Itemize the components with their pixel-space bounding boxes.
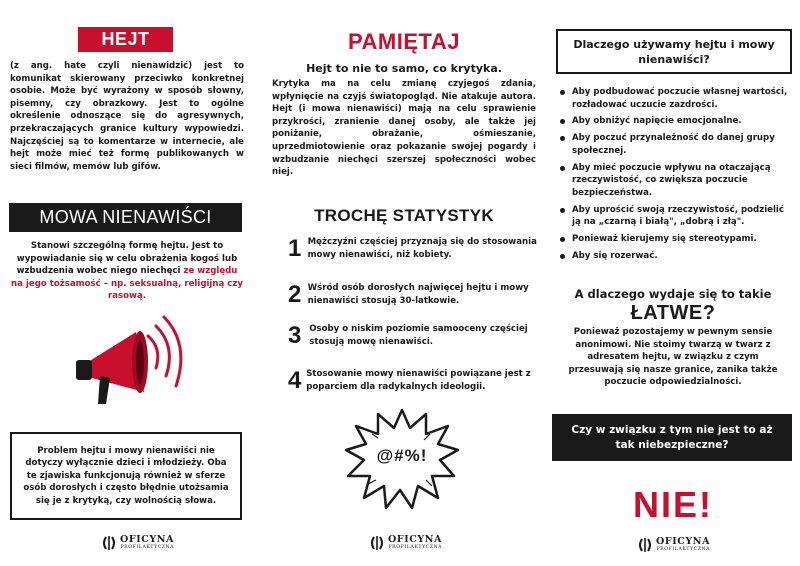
logo-line-1: OFICYNA	[388, 534, 443, 545]
problem-note-box	[10, 432, 242, 520]
logo-mark-icon	[637, 537, 653, 553]
stat-number: 1	[288, 235, 302, 262]
nie-answer: NIE!	[633, 484, 713, 525]
list-item: Aby uprościć swoją rzeczywistość, podzielić ją na „czarną i białą", „dobrą i złą".	[558, 204, 792, 229]
stat-item	[288, 322, 538, 350]
stat-text: Stosowanie mowy nienawiści powiązane jest z poparciem dla radykalnych ideologii.	[306, 369, 531, 392]
logo-line-2: PROFILAKTYCZNA	[388, 545, 443, 550]
hejt-definition: (z ang. hate czyli nienawidzić) jest to komunikat skierowany przeciwko konkretnej osobie. Może być wyrażony w sposób słowny, pisemny, czy obrazkowy. Jest to ogólne określenie odnoszące się do agresywnych, przekraczających granice kultury wypowiedzi. Najczęściej są to komentarze w internecie, ale hejt może mieć też formę publikowanych w sieci filmów, memów lub gifów.	[10, 61, 244, 172]
logo-line-1: OFICYNA	[120, 534, 175, 545]
mowa-definition-highlight: ze względu na jego tożsamość – np. seksualną, religijną czy rasową.	[11, 266, 243, 302]
hejt-heading: HEJT	[78, 27, 173, 52]
stat-text: Mężczyźni częściej przyznają się do stosowania mowy nienawiści, niż kobiety.	[307, 237, 537, 260]
panel-middle	[268, 0, 540, 566]
publisher-logo	[101, 535, 174, 551]
publisher-logo	[369, 535, 442, 551]
list-item: Aby mieć poczucie wpływu na otaczającą rzeczywistość, co zwiększa poczucie bezpieczeństwa.	[558, 162, 792, 200]
list-item: Aby się rozerwać.	[558, 250, 792, 263]
logo-line-1: OFICYNA	[656, 536, 711, 547]
publisher-logo	[637, 537, 710, 553]
stat-number: 3	[288, 322, 302, 349]
stat-number: 2	[288, 281, 302, 308]
hejt-vs-krytyka-subheading: Hejt to nie to samo, co krytyka.	[306, 62, 502, 75]
stat-item	[288, 235, 538, 263]
logo-line-2: PROFILAKTYCZNA	[656, 547, 711, 552]
anonimowosc-explanation: Ponieważ pozostajemy w pewnym sensie anonimowi. Nie stoimy twarzą w twarz z adresatem hejtu, w związku z czym przesuwają się nasze granice, zanika także poczucie odpowiedzialności.	[568, 327, 778, 388]
logo-mark-icon	[369, 535, 385, 551]
logo-mark-icon	[101, 535, 117, 551]
list-item: Ponieważ kierujemy się stereotypami.	[558, 233, 792, 246]
mowa-nienawisci-heading: MOWA NIENAWIŚCI	[9, 203, 242, 232]
pamietaj-heading: PAMIĘTAJ	[348, 29, 460, 54]
stat-item	[288, 367, 538, 395]
stat-text: Wśród osób dorosłych najwięcej hejtu i mowy nienawiści stosują 30-latkowie.	[307, 283, 529, 306]
comic-symbols-text: @#%!	[376, 446, 428, 465]
krytyka-explanation: Krytyka ma na celu zmianę czyjegoś zdania, wpłynięcie na czyjś światopogląd. Nie atakuje autora. Hejt (i mowa nienawiści) mają na celu sprawienie przykrości, zranienie danej osoby, ale także jej poniżanie, obrażanie, ośmieszanie, uprzedmiotowienie oraz pokazanie swojej pogardy i wzbudzanie niechęci szerszej społeczności wobec niej.	[272, 79, 536, 178]
list-item: Aby podbudować poczucie własnej wartości, rozładować uczucie zazdrości.	[558, 86, 792, 111]
panel-left	[0, 0, 252, 566]
dlaczego-heading-box: Dlaczego używamy hejtu i mowy nienawiści?	[556, 29, 792, 74]
list-item: Aby obniżyć napięcie emocjonalne.	[558, 115, 792, 128]
problem-note-text: Problem hejtu i mowy nienawiści nie dotyczy wyłącznie dzieci i młodzieży. Oba te zjawiska funkcjonują również w sferze osób dorosłych i często błędnie utożsamia się je z krytyką, czy wolnością słowa.	[23, 445, 229, 506]
stat-number: 4	[288, 367, 302, 394]
panel-right	[546, 0, 800, 566]
megaphone-icon	[70, 314, 190, 414]
comic-burst-illustration	[342, 404, 462, 516]
statystyki-heading: TROCHĘ STATYSTYK	[314, 206, 494, 225]
dlaczego-latwe-question: A dlaczego wydaje się to takie	[574, 287, 772, 301]
list-item: Aby poczuć przynależność do danej grupy społecznej.	[558, 132, 792, 157]
stat-text: Osoby o niskim poziomie samooceny częściej stosują mowę nienawiści.	[309, 324, 528, 347]
danger-question-box: Czy w związku z tym nie jest to aż tak niebezpieczne?	[552, 414, 792, 461]
mowa-nienawisci-definition	[10, 240, 244, 303]
stat-item	[288, 281, 538, 309]
mowa-definition-text: Stanowi szczególną formę hejtu. Jest to wypowiadanie się w celu obrażenia kogoś lub wzbudzenia wobec niego niechęci	[16, 241, 238, 277]
reasons-list	[558, 86, 792, 266]
latwe-heading: ŁATWE?	[630, 302, 716, 324]
logo-line-2: PROFILAKTYCZNA	[120, 545, 175, 550]
